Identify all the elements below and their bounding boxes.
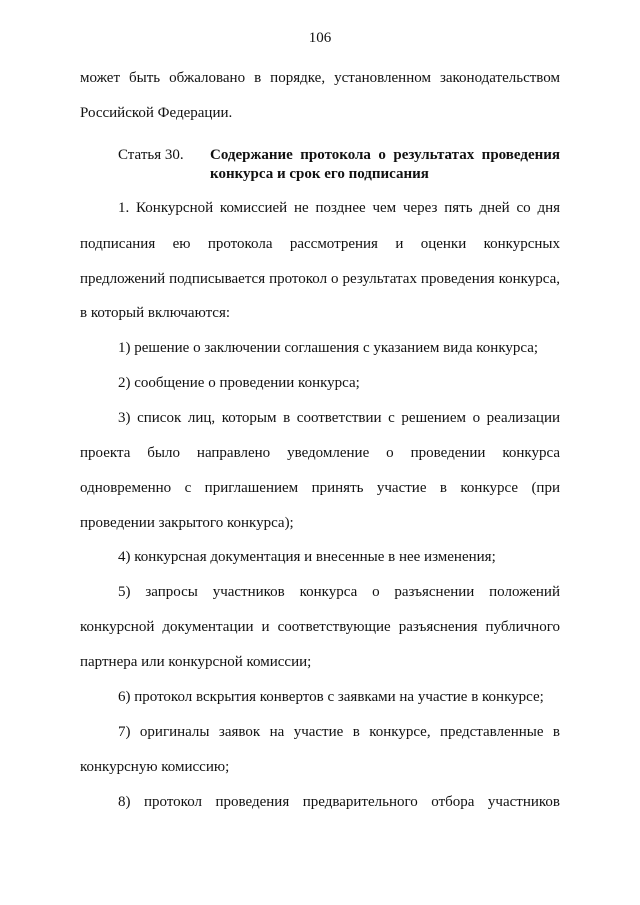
article-title-line: Содержание протокола о результатах проведения [210, 147, 560, 163]
text-line: проведении закрытого конкурса); [80, 515, 294, 531]
list-item: 7) оригиналы заявок на участие в конкурсе, представленные в [118, 724, 560, 740]
text-line: подписания ею протокола рассмотрения и оценки конкурсных [80, 236, 560, 252]
text-line: может быть обжаловано в порядке, установленном законодательством [80, 70, 560, 86]
text-line: конкурсную комиссию; [80, 759, 230, 775]
page-number: 106 [308, 30, 332, 46]
text-line: партнера или конкурсной комиссии; [80, 654, 312, 670]
list-item: 2) сообщение о проведении конкурса; [118, 375, 360, 391]
text-line: конкурсной документации и соответствующие разъяснения публичного [80, 619, 560, 635]
article-label: Статья 30. [118, 147, 184, 163]
list-item: 6) протокол вскрытия конвертов с заявками на участие в конкурсе; [118, 689, 544, 705]
list-item: 5) запросы участников конкурса о разъяснении положений [118, 584, 560, 600]
text-line: Российской Федерации. [80, 105, 233, 121]
text-line: в который включаются: [80, 305, 231, 321]
list-item: 8) протокол проведения предварительного отбора участников [118, 794, 560, 810]
text-line: проекта было направлено уведомление о проведении конкурса [80, 445, 560, 461]
list-item: 3) список лиц, которым в соответствии с решением о реализации [118, 410, 560, 426]
text-line: предложений подписывается протокол о результатах проведения конкурса, [80, 271, 560, 287]
list-item: 1) решение о заключении соглашения с указанием вида конкурса; [118, 340, 539, 356]
text-line: 1. Конкурсной комиссией не позднее чем через пять дней со дня [118, 200, 560, 216]
list-item: 4) конкурсная документация и внесенные в нее изменения; [118, 549, 496, 565]
text-line: одновременно с приглашением принять участие в конкурсе (при [80, 480, 560, 496]
article-title-line: конкурса и срок его подписания [210, 166, 429, 182]
